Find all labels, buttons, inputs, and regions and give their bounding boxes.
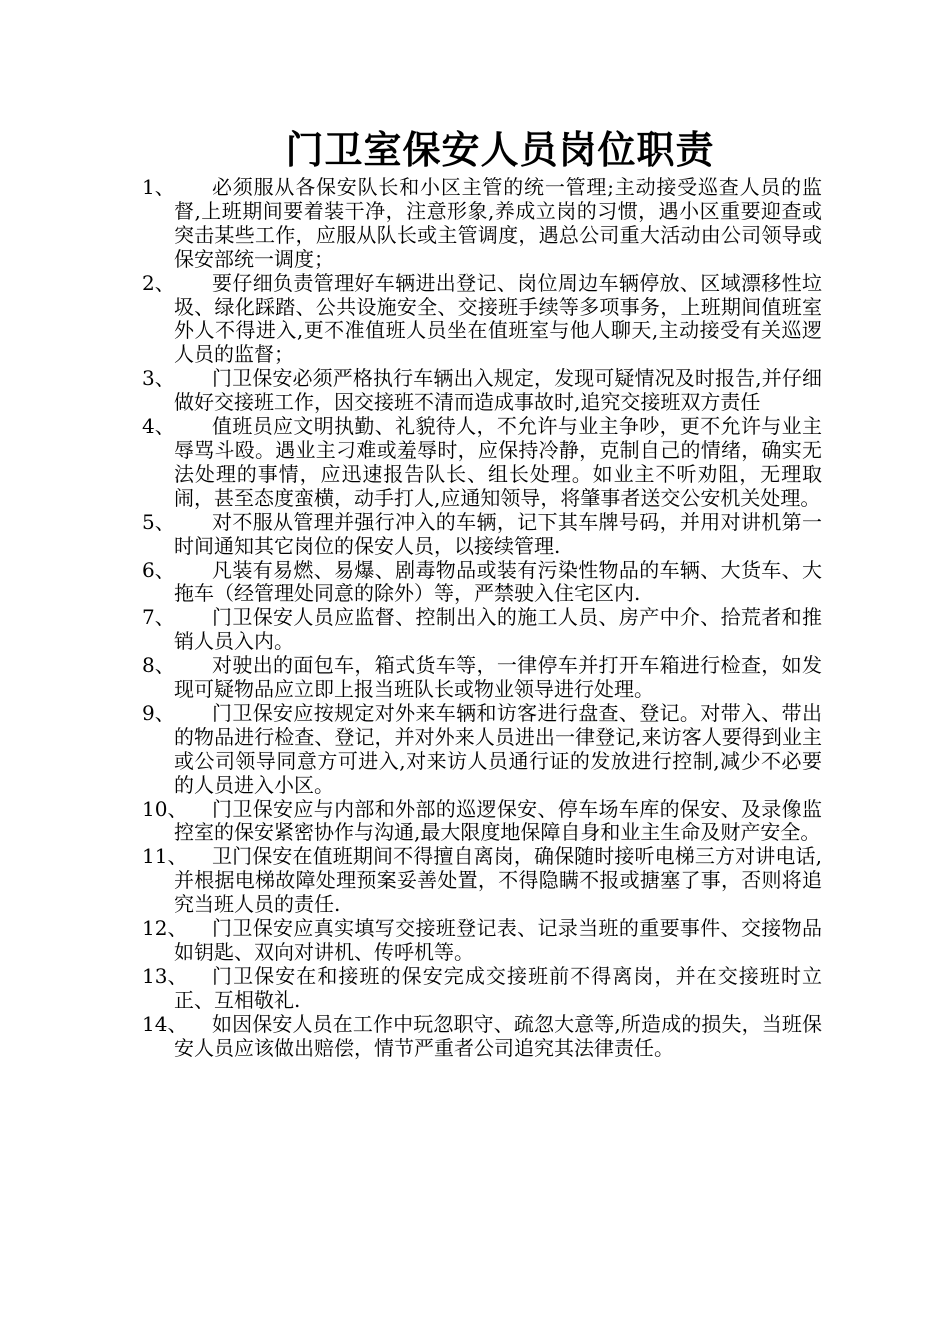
duty-item-text: 门卫保安人员应监督、控制出入的施工人员、房产中介、拾荒者和推销人员入内。 bbox=[174, 605, 822, 654]
duty-item-number: 2、 bbox=[142, 270, 175, 295]
duty-item bbox=[142, 702, 822, 798]
duty-item bbox=[142, 511, 822, 559]
duty-item-number: 14、 bbox=[142, 1011, 188, 1036]
duty-list bbox=[142, 176, 822, 1061]
duty-item-number: 8、 bbox=[142, 653, 175, 678]
duty-item-text: 要仔细负责管理好车辆进出登记、岗位周边车辆停放、区域漂移性垃圾、绿化踩踏、公共设施安全、交接班手续等多项事务，上班期间值班室外人不得进入,更不准值班人员坐在值班室与他人聊天,主动接受有关巡逻人员的监督； bbox=[174, 270, 822, 367]
duty-item-text: 必须服从各保安队长和小区主管的统一管理;主动接受巡查人员的监督,上班期间要着装干净，注意形象,养成立岗的习惯，遇小区重要迎查或突击某些工作，应服从队长或主管调度，遇总公司重大活动由公司领导或保安部统一调度； bbox=[174, 175, 822, 271]
duty-item-text: 门卫保安必须严格执行车辆出入规定，发现可疑情况及时报告,并仔细做好交接班工作，因交接班不清而造成事故时,追究交接班双方责任 bbox=[174, 366, 822, 415]
duty-item-number: 9、 bbox=[142, 700, 175, 725]
duty-item bbox=[142, 606, 822, 654]
duty-item-number: 1、 bbox=[142, 175, 175, 199]
duty-item bbox=[142, 367, 822, 415]
duty-item bbox=[142, 1013, 822, 1061]
duty-item-text: 对驶出的面包车，箱式货车等，一律停车并打开车箱进行检查，如发现可疑物品应立即上报当班队长或物业领导进行处理。 bbox=[174, 653, 822, 702]
duty-item bbox=[142, 176, 822, 272]
duty-item-text: 凡装有易燃、易爆、剧毒物品或装有污染性物品的车辆、大货车、大拖车（经管理处同意的除外）等，严禁驶入住宅区内. bbox=[174, 557, 822, 606]
duty-item-text: 门卫保安在和接班的保安完成交接班前不得离岗，并在交接班时立正、互相敬礼. bbox=[174, 963, 822, 1012]
duty-item-number: 3、 bbox=[142, 366, 175, 391]
duty-item bbox=[142, 798, 822, 846]
duty-item-text: 卫门保安在值班期间不得擅自离岗，确保随时接听电梯三方对讲电话,并根据电梯故障处理预案妥善处置，不得隐瞒不报或搪塞了事，否则将追究当班人员的责任. bbox=[174, 844, 822, 917]
duty-item-text: 对不服从管理并强行冲入的车辆，记下其车牌号码，并用对讲机第一时间通知其它岗位的保安人员，以接续管理. bbox=[174, 509, 822, 558]
duty-item-number: 5、 bbox=[142, 509, 175, 534]
duty-item-text: 如因保安人员在工作中玩忽职守、疏忽大意等,所造成的损失，当班保安人员应该做出赔偿，情节严重者公司追究其法律责任。 bbox=[174, 1011, 822, 1060]
duty-item-text: 门卫保安应与内部和外部的巡逻保安、停车场车库的保安、及录像监控室的保安紧密协作与沟通,最大限度地保障自身和业主生命及财产安全。 bbox=[174, 796, 822, 845]
duty-item-number: 12、 bbox=[142, 916, 188, 941]
duty-item bbox=[142, 845, 822, 917]
duty-item bbox=[142, 654, 822, 702]
duty-item bbox=[142, 415, 822, 511]
duty-item bbox=[142, 272, 822, 368]
duty-item bbox=[142, 559, 822, 607]
duty-item-text: 值班员应文明执勤、礼貌待人，不允许与业主争吵，更不允许与业主辱骂斗殴。遇业主刁难或羞辱时，应保持冷静，克制自己的情绪，确实无法处理的事情，应迅速报告队长、组长处理。如业主不听劝阻，无理取闹，甚至态度蛮横，动手打人,应通知领导，将肇事者送交公安机关处理。 bbox=[174, 414, 822, 510]
duty-item-number: 6、 bbox=[142, 557, 175, 582]
duty-item-text: 门卫保安应按规定对外来车辆和访客进行盘查、登记。对带入、带出的物品进行检查、登记，并对外来人员进出一律登记,来访客人要得到业主或公司领导同意方可进入,对来访人员通行证的发放进行控制,减少不必要的人员进入小区。 bbox=[174, 700, 822, 797]
duty-item-number: 11、 bbox=[142, 844, 188, 869]
duty-item-number: 4、 bbox=[142, 414, 175, 439]
duty-item bbox=[142, 917, 822, 965]
document-title: 门卫室保安人员岗位职责 bbox=[285, 127, 715, 172]
duty-item-number: 7、 bbox=[142, 605, 175, 630]
duty-item-text: 门卫保安应真实填写交接班登记表、记录当班的重要事件、交接物品如钥匙、双向对讲机、传呼机等。 bbox=[174, 916, 822, 964]
duty-item bbox=[142, 965, 822, 1013]
duty-item-number: 13、 bbox=[142, 963, 188, 988]
duty-item-number: 10、 bbox=[142, 796, 188, 821]
